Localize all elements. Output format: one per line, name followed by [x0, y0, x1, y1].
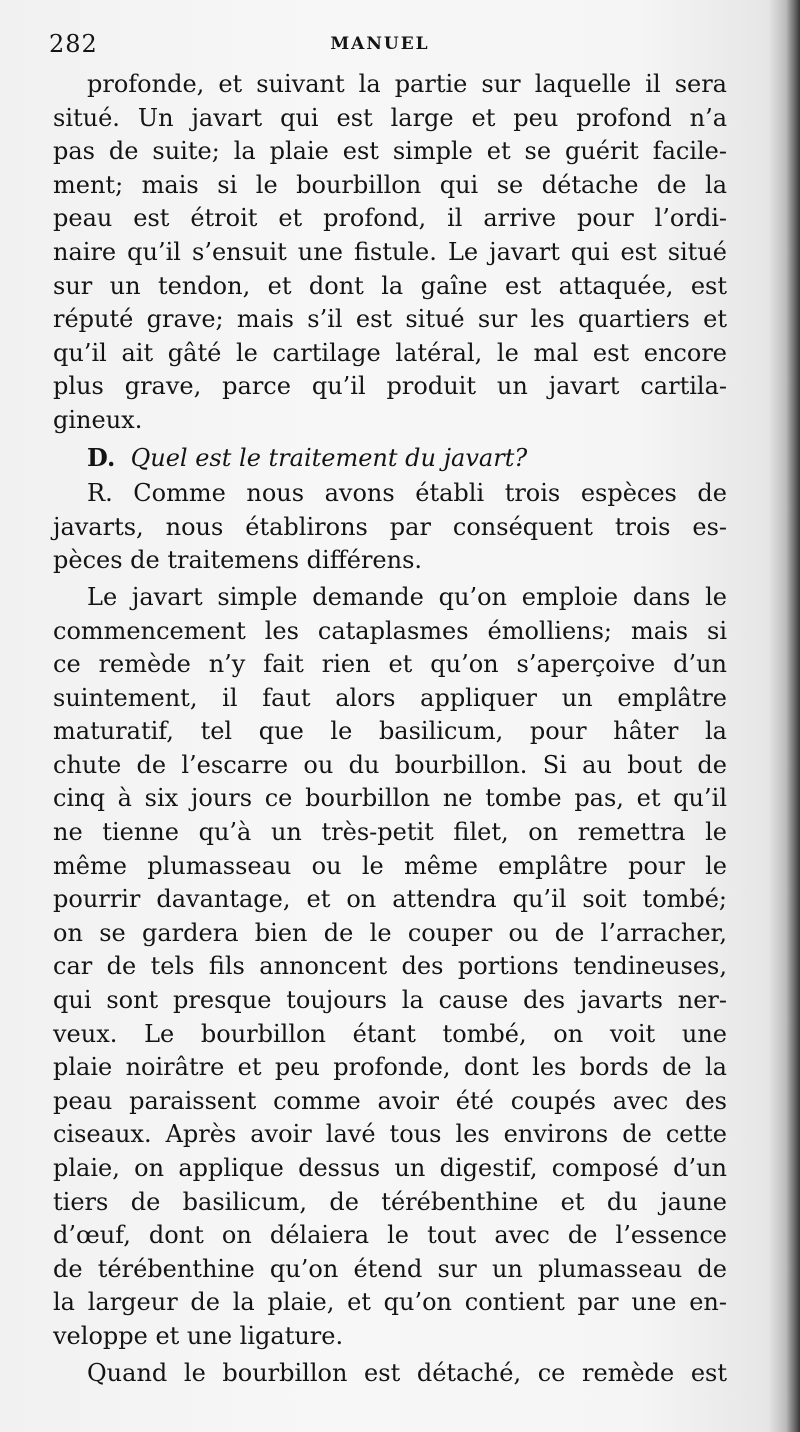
text-line: car de tels fils annoncent des portions tendineuses, [53, 952, 727, 981]
text-line: chute de l’escarre ou du bourbillon. Si au bout de [53, 750, 727, 779]
text-line: cinq à six jours ce bourbillon ne tombe pas, et qu’il [53, 784, 727, 813]
text-line: profonde, et suivant la partie sur laquelle il sera [87, 70, 727, 98]
text-line: veux. Le bourbillon étant tombé, on voit une [53, 1019, 727, 1048]
text-line: javarts, nous établirons par conséquent trois es- [53, 512, 727, 541]
text-line: naire qu’il s’ensuit une fistule. Le javart qui est situé [53, 237, 727, 266]
text-line: on se gardera bien de le couper ou de l’arracher, [53, 918, 727, 947]
text-line: R. Comme nous avons établi trois espèces de [87, 479, 727, 508]
body-text [53, 68, 727, 1390]
text-line: peau est étroit et profond, il arrive pour l’ordi- [53, 204, 727, 233]
running-head: MANUEL [330, 34, 430, 54]
text-line: même plumasseau ou le même emplâtre pour le [53, 851, 727, 880]
text-line: plaie noirâtre et peu profonde, dont les bords de la [53, 1053, 727, 1082]
text-line: pèces de traitemens différens. [53, 546, 423, 575]
text-line: pas de suite; la plaie est simple et se guérit facile- [53, 137, 727, 166]
text-line: situé. Un javart qui est large et peu profond n’a [53, 103, 727, 132]
text-line: qui sont presque toujours la cause des javarts ner- [53, 986, 727, 1015]
text-line: ce remède n’y fait rien et qu’on s’aperçoive d’un [53, 650, 727, 679]
text-line: tiers de basilicum, de térébenthine et du jaune [53, 1187, 727, 1216]
text-line: ment; mais si le bourbillon qui se détache de la [53, 170, 727, 199]
text-line: gineux. [53, 405, 143, 434]
text-line: pourrir davantage, et on attendra qu’il soit tombé; [53, 885, 727, 914]
text-line: la largeur de la plaie, et qu’on contient par une en- [53, 1288, 727, 1317]
text-line: ciseaux. Après avoir lavé tous les environs de cette [53, 1120, 727, 1149]
text-line: plaie, on applique dessus un digestif, composé d’un [53, 1154, 727, 1182]
text-line: d’œuf, dont on délaiera le tout avec de l’essence [53, 1221, 727, 1250]
text-line: veloppe et une ligature. [53, 1321, 344, 1350]
text-line: plus grave, parce qu’il produit un javart cartila- [53, 372, 727, 401]
text-line: peau paraissent comme avoir été coupés avec des [53, 1086, 727, 1115]
question-line [53, 441, 727, 475]
text-line: maturatif, tel que le basilicum, pour hâter la [53, 717, 727, 746]
page-number: 282 [49, 30, 98, 58]
text-line: réputé grave; mais s’il est situé sur les quartiers et [53, 305, 727, 334]
page-edge-shadow [786, 0, 800, 1432]
text-line: suintement, il faut alors appliquer un emplâtre [53, 683, 727, 712]
text-line: commencement les cataplasmes émolliens; mais si [53, 616, 727, 645]
question-text: Quel est le traitement du javart? [130, 443, 528, 472]
question-label: D. [87, 442, 116, 472]
text-line: sur un tendon, et dont la gaîne est attaquée, est [53, 271, 727, 300]
text-line: ne tienne qu’à un très-petit filet, on remettra le [53, 818, 727, 847]
text-line: Quand le bourbillon est détaché, ce remède est [87, 1358, 727, 1387]
text-line: qu’il ait gâté le cartilage latéral, le mal est encore [53, 338, 727, 367]
text-line: de térébenthine qu’on étend sur un plumasseau de [53, 1254, 727, 1283]
text-line: Le javart simple demande qu’on emploie dans le [87, 582, 727, 611]
